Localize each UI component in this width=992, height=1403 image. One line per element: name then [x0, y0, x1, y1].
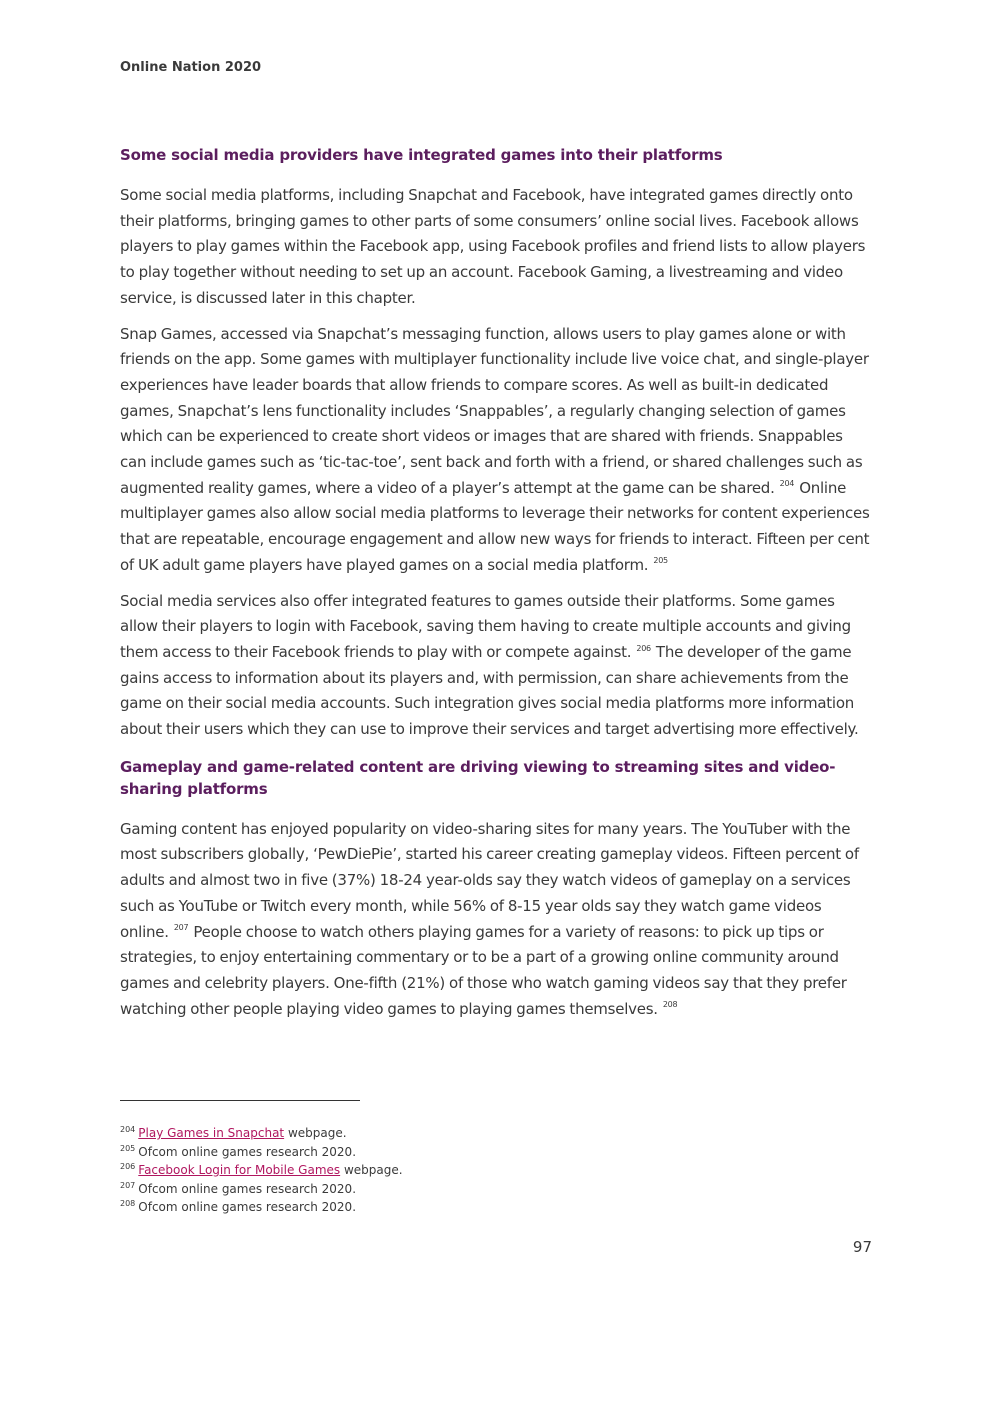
play-games-in-snapchat-link[interactable]: Play Games in Snapchat — [138, 1126, 285, 1140]
footnote-number: 204 — [120, 1125, 136, 1135]
facebook-login-for-mobile-games-link[interactable]: Facebook Login for Mobile Games — [138, 1163, 341, 1177]
footnote-text: Ofcom online games research 2020. — [138, 1144, 357, 1159]
footnote-number: 205 — [120, 1143, 136, 1153]
footnote-205 — [120, 1143, 872, 1162]
paragraph-text: Online multiplayer games also allow social media platforms to leverage their networks for content experiences that are repeatable, encourage engagement and allow new ways for friends to interact. Fifteen per cent of UK adult game players have played games on a social media platform. — [120, 478, 870, 574]
footnote-reference[interactable]: 206 — [636, 643, 651, 653]
page-number: 97 — [852, 1238, 872, 1256]
footnote-206 — [120, 1161, 872, 1180]
main-content — [120, 144, 872, 1032]
footnote-reference[interactable]: 205 — [653, 556, 668, 566]
footnote-text: webpage. — [340, 1163, 403, 1177]
section-heading-gameplay-content: Gameplay and game-related content are driving viewing to streaming sites and video-sharing platforms — [120, 757, 836, 798]
paragraph-text: People choose to watch others playing games for a variety of reasons: to pick up tips or strategies, to enjoy entertaining commentary or to be a part of a growing online community around games and celebrity players. One-fifth (21%) of those who watch gaming videos say that they prefer watching other people playing video games to playing games themselves. — [120, 922, 847, 1018]
footnote-204 — [120, 1124, 872, 1143]
footnote-number: 208 — [120, 1199, 136, 1209]
footnote-reference[interactable]: 207 — [173, 923, 189, 933]
footnote-reference[interactable]: 204 — [779, 479, 795, 489]
footnote-207 — [120, 1180, 872, 1199]
paragraph — [120, 183, 872, 312]
paragraph-text: Snap Games, accessed via Snapchat’s messaging function, allows users to play games alone or with friends on the app. Some games with multiplayer functionality include live voice chat, and single-player experiences have leader boards that allow friends to compare scores. As well as built-in dedicated games, Snapchat’s lens functionality includes ‘Snappables’, a regularly changing selection of games which can be experienced to create short videos or images that are shared with friends. Snappables can include games such as ‘tic-tac-toe’, sent back and forth with a friend, or shared challenges such as augmented reality games, where a video of a player’s attempt at the game can be shared. — [120, 324, 869, 497]
running-header: Online Nation 2020 — [120, 60, 262, 75]
paragraph-text: The developer of the game gains access to information about its players and, with permission, can share achievements from the game on their social media accounts. Such integration gives social media platforms more information about their users which they can use to improve their services and target advertising more effectively. — [120, 642, 859, 739]
paragraph-text: Social media services also offer integrated features to games outside their platforms. Some games allow their players to login with Facebook, saving them having to create multiple accounts and giving them access to their Facebook friends to play with or compete against. — [120, 591, 851, 661]
footnote-divider — [120, 1100, 360, 1101]
footnote-text: Ofcom online games research 2020. — [138, 1181, 357, 1196]
paragraph — [120, 589, 872, 743]
footnote-number: 206 — [120, 1162, 136, 1172]
section-heading-social-games: Some social media providers have integrated games into their platforms — [120, 146, 723, 164]
footnote-number: 207 — [120, 1180, 136, 1190]
paragraph — [120, 322, 872, 579]
paragraph — [120, 817, 872, 1023]
paragraph-text: Gaming content has enjoyed popularity on video-sharing sites for many years. The YouTuber with the most subscribers globally, ‘PewDiePie’, started his career creating gameplay videos. Fifteen percent of adults and almost two in five (37%) 18-24 year-olds say they watch videos of gameplay on a services such as YouTube or Twitch every month, while 56% of 8-15 year olds say they watch game videos online. — [120, 819, 859, 941]
paragraph-text: Some social media platforms, including Snapchat and Facebook, have integrated games directly onto their platforms, bringing games to other parts of some consumers’ online social lives. Facebook allows players to play games within the Facebook app, using Facebook profiles and friend lists to allow players to play together without needing to set up an account. Facebook Gaming, a livestreaming and video service, is discussed later in this chapter. — [120, 186, 866, 307]
footnote-text: Ofcom online games research 2020. — [138, 1200, 357, 1214]
footnote-reference[interactable]: 208 — [662, 1000, 678, 1010]
footnotes — [120, 1124, 872, 1217]
footnote-text: webpage. — [284, 1126, 347, 1140]
footnote-208 — [120, 1198, 872, 1217]
